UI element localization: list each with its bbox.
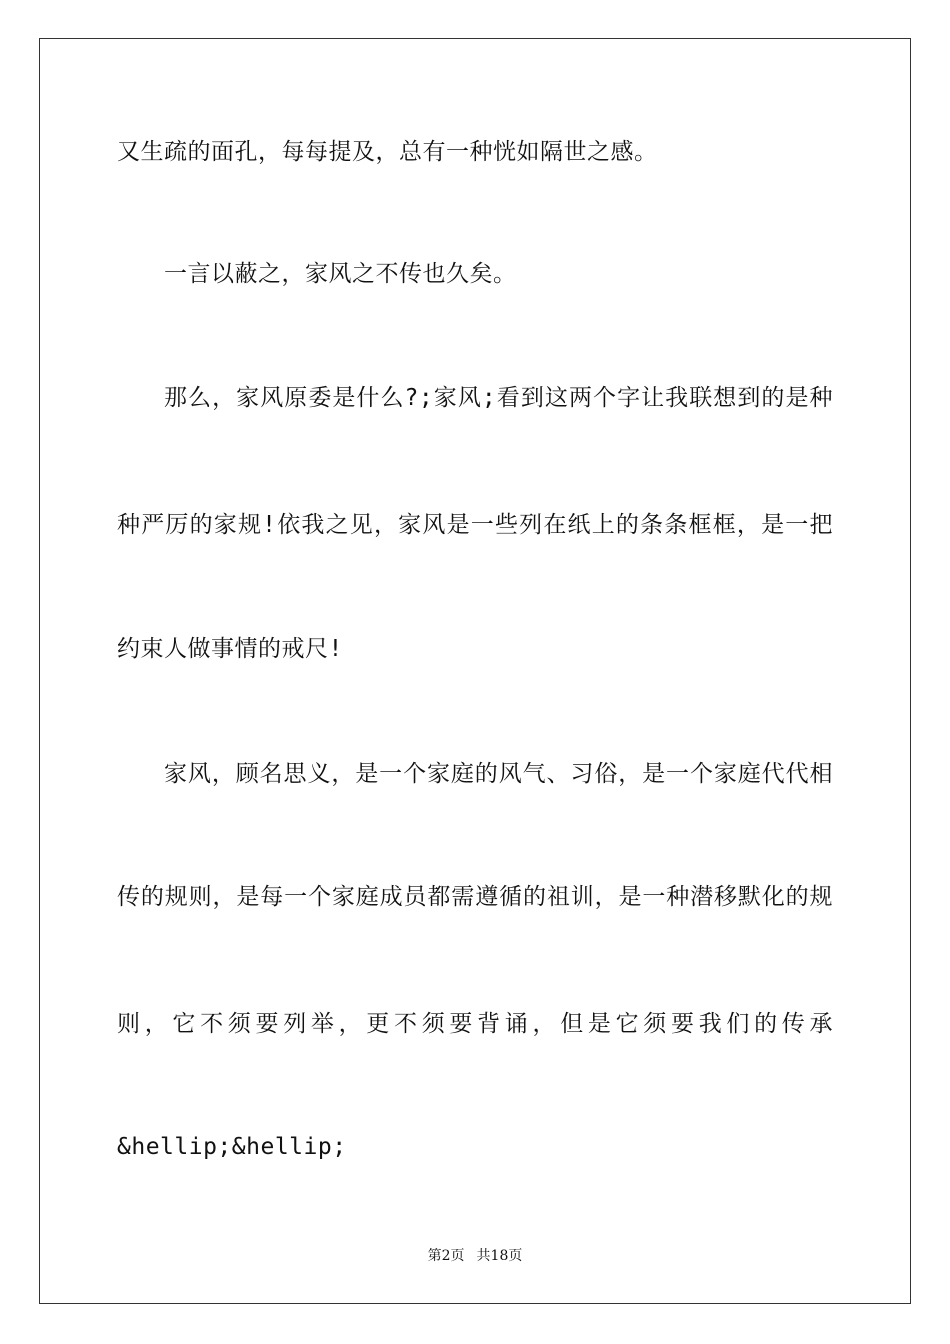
text-line-4: 种严厉的家规!依我之见，家风是一些列在纸上的条条框框，是一把 — [117, 512, 833, 538]
text-line-7: 传的规则，是每一个家庭成员都需遵循的祖训，是一种潜移默化的规 — [117, 884, 833, 910]
text-line-6: 家风，顾名思义，是一个家庭的风气、习俗，是一个家庭代代相 — [164, 761, 833, 787]
text-line-9: &hellip;&hellip; — [117, 1134, 347, 1160]
text-line-8: 则，它不须要列举，更不须要背诵，但是它须要我们的传承 — [117, 1011, 833, 1037]
page-border — [39, 38, 911, 1304]
text-line-3: 那么，家风原委是什么?;家风;看到这两个字让我联想到的是种 — [164, 385, 833, 411]
page-number: 第2页 — [427, 1248, 465, 1264]
page-footer — [0, 1246, 950, 1266]
text-line-5: 约束人做事情的戒尺! — [117, 636, 343, 662]
text-line-2: 一言以蔽之，家风之不传也久矣。 — [164, 261, 517, 287]
page-total: 共18页 — [476, 1248, 523, 1264]
text-line-1: 又生疏的面孔，每每提及，总有一种恍如隔世之感。 — [117, 139, 658, 165]
